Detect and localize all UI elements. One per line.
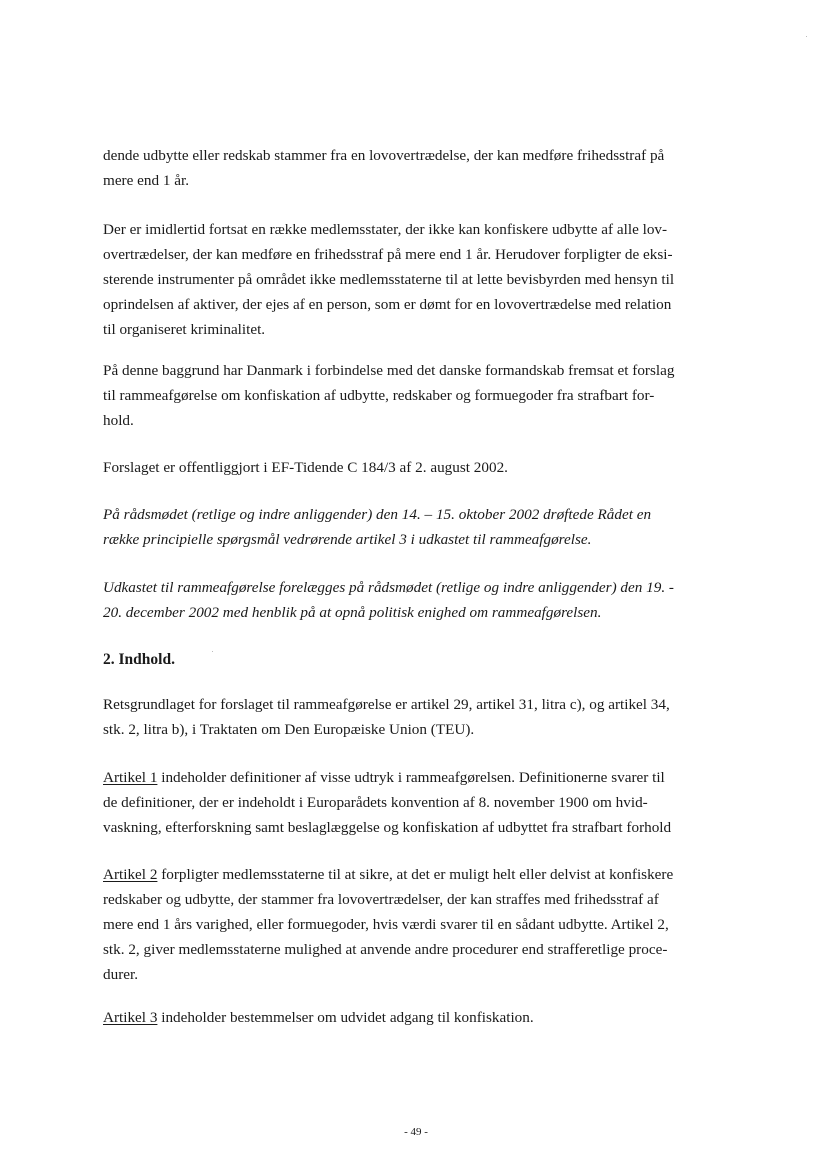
text-segment: indeholder bestemmelser om udvidet adgang til konfiskation. xyxy=(157,1009,534,1026)
paragraph-8 xyxy=(103,765,743,840)
paragraph-2 xyxy=(103,217,743,342)
paragraph-5-italic xyxy=(103,502,743,552)
text-line: Udkastet til rammeafgørelse forelægges på rådsmødet (retlige og indre anliggender) den 19. - xyxy=(103,579,674,596)
paragraph-10 xyxy=(103,1005,743,1030)
text-line: overtrædelser, der kan medføre en frihedsstraf på mere end 1 år. Herudover forpligter de eksi- xyxy=(103,246,673,263)
text-line: oprindelsen af aktiver, der ejes af en person, som er dømt for en lovovertrædelse med relation xyxy=(103,296,672,313)
page-number: - 49 - xyxy=(404,1126,428,1138)
text-line: stk. 2, litra b), i Traktaten om Den Europæiske Union (TEU). xyxy=(103,721,475,738)
paragraph-4 xyxy=(103,455,743,480)
text-line: mere end 1 år. xyxy=(103,172,190,189)
text-line: til rammeafgørelse om konfiskation af udbytte, redskaber og formuegoder fra strafbart for- xyxy=(103,387,655,404)
article-reference: Artikel 2 xyxy=(103,866,158,883)
text-line: På rådsmødet (retlige og indre anliggender) den 14. – 15. oktober 2002 drøftede Rådet en xyxy=(103,506,652,523)
text-line xyxy=(103,862,743,887)
text-line xyxy=(103,765,743,790)
article-reference: Artikel 1 xyxy=(103,769,158,786)
section-heading: 2. Indhold. xyxy=(103,651,175,668)
text-line: vaskning, efterforskning samt beslaglæggelse og konfiskation af udbyttet fra strafbart forhold xyxy=(103,819,672,836)
text-line: stk. 2, giver medlemsstaterne mulighed at anvende andre procedurer end strafferetlige proce- xyxy=(103,941,668,958)
text-line: Retsgrundlaget for forslaget til rammeafgørelse er artikel 29, artikel 31, litra c), og artikel 34, xyxy=(103,696,670,713)
text-line: hold. xyxy=(103,412,134,429)
paragraph-6-italic xyxy=(103,575,743,625)
text-line: dende udbytte eller redskab stammer fra en lovovertrædelse, der kan medføre frihedsstraf på xyxy=(103,147,665,164)
scan-speck xyxy=(212,651,213,652)
text-line: Forslaget er offentliggjort i EF-Tidende C 184/3 af 2. august 2002. xyxy=(103,459,508,476)
paragraph-7 xyxy=(103,692,743,742)
article-reference: Artikel 3 xyxy=(103,1009,158,1026)
paragraph-1 xyxy=(103,143,743,193)
text-segment: indeholder definitioner af visse udtryk i rammeafgørelsen. Definitionerne svarer til xyxy=(157,769,665,786)
text-line: sterende instrumenter på området ikke medlemsstaterne til at lette bevisbyrden med hensyn til xyxy=(103,271,675,288)
text-line: redskaber og udbytte, der stammer fra lovovertrædelser, der kan straffes med frihedsstraf af xyxy=(103,891,659,908)
text-segment: forpligter medlemsstaterne til at sikre, at det er muligt helt eller delvist at konfiskere xyxy=(157,866,674,883)
text-line xyxy=(103,1005,743,1030)
scan-speck xyxy=(806,36,807,37)
text-line: mere end 1 års varighed, eller formuegoder, hvis værdi svarer til en sådant udbytte. Artikel 2, xyxy=(103,916,669,933)
text-line: På denne baggrund har Danmark i forbindelse med det danske formandskab fremsat et forslag xyxy=(103,362,675,379)
text-line: Der er imidlertid fortsat en række medlemsstater, der ikke kan konfiskere udbytte af alle lov- xyxy=(103,221,668,238)
text-line: række principielle spørgsmål vedrørende artikel 3 i udkastet til rammeafgørelse. xyxy=(103,531,592,548)
paragraph-3 xyxy=(103,358,743,433)
paragraph-9 xyxy=(103,862,743,987)
text-line: til organiseret kriminalitet. xyxy=(103,321,266,338)
text-line: 20. december 2002 med henblik på at opnå politisk enighed om rammeafgørelsen. xyxy=(103,604,602,621)
text-line: de definitioner, der er indeholdt i Europarådets konvention af 8. november 1900 om hvid- xyxy=(103,794,648,811)
text-line: durer. xyxy=(103,966,139,983)
